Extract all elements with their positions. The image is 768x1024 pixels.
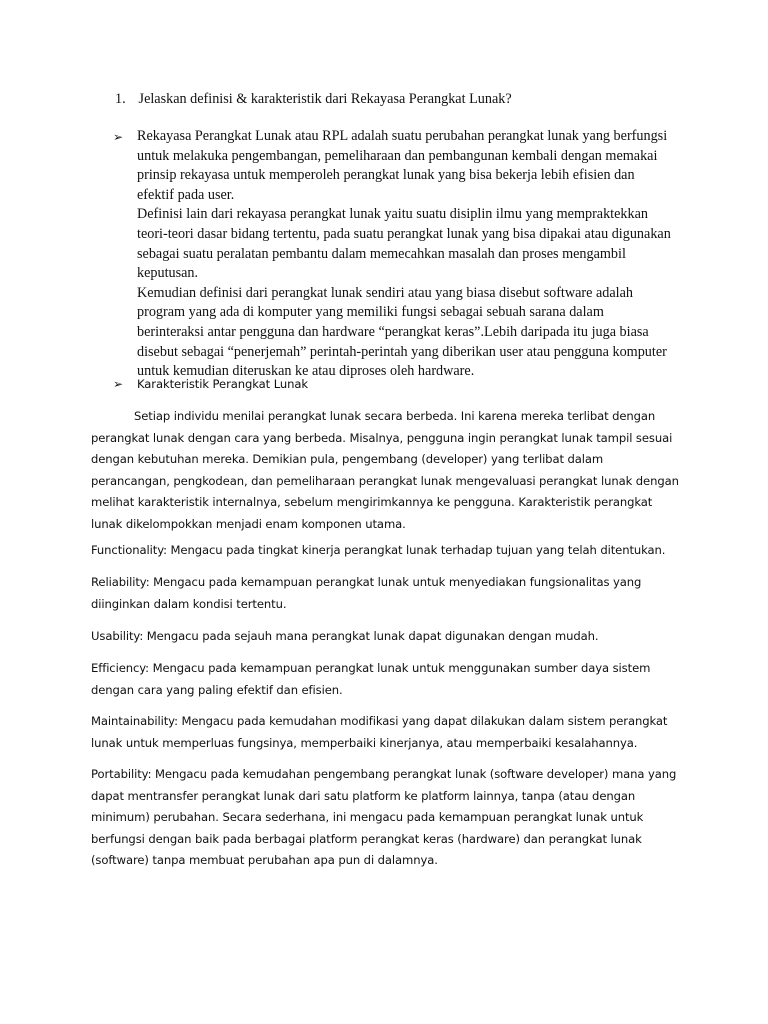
arrow-bullet-icon: ➢ (113, 130, 124, 144)
characteristic-text: Portability: Mengacu pada kemudahan pengembang perangkat lunak (software developer) mana yang dapat mentransfer perangkat lunak dari satu platform ke platform lainnya, tanpa (atau dengan minimum) perubahan. Secara sederhana, ini mengacu pada kemampuan perangkat lunak untuk berfungsi dengan baik pada berbagai platform perangkat keras (hardware) dan perangkat lunak (software) tanpa membuat perubahan apa pun di dalamnya. (91, 767, 677, 867)
definition-paragraph: Definisi lain dari rekayasa perangkat lunak yaitu suatu disiplin ilmu yang mempraktekkan teori-teori dasar bidang tertentu, pada suatu perangkat lunak yang bisa dipakai atau digunakan sebagai suatu peralatan pembantu dalam memecahkan masalah dan proses mengambil keputusan. (137, 206, 671, 282)
characteristic-portability (91, 764, 681, 872)
arrow-bullet-icon: ➢ (113, 377, 124, 391)
characteristic-text: Efficiency: Mengacu pada kemampuan perangkat lunak untuk menggunakan sumber daya sistem dengan cara yang paling efektif dan efisien. (91, 661, 651, 697)
characteristic-efficiency (91, 658, 681, 701)
characteristic-maintainability (91, 711, 681, 754)
characteristics-intro (91, 406, 681, 535)
question-text: Jelaskan definisi & karakteristik dari Rekayasa Perangkat Lunak? (138, 91, 512, 107)
characteristic-text: Functionality: Mengacu pada tingkat kinerja perangkat lunak terhadap tujuan yang telah ditentukan. (91, 543, 666, 557)
question-item (115, 90, 675, 110)
definition-paragraph: Rekayasa Perangkat Lunak atau RPL adalah suatu perubahan perangkat lunak yang berfungsi untuk melakuka pengembangan, pemeliharaan dan pembangunan kembali dengan memakai prinsip rekayasa untuk memperoleh perangkat lunak yang bisa bekerja lebih efisien dan efektif pada user. (137, 128, 668, 203)
characteristic-functionality (91, 540, 681, 562)
intro-paragraph: Setiap individu menilai perangkat lunak secara berbeda. Ini karena mereka terlibat dengan perangkat lunak dengan cara yang berbeda. Misalnya, pengguna ingin perangkat lunak tampil sesuai dengan kebutuhan mereka. Demikian pula, pengembang (developer) yang terlibat dalam perancangan, pengkodean, dan pemeliharaan perangkat lunak mengevaluasi perangkat lunak dengan melihat karakteristik internalnya, sebelum mengirimkannya ke pengguna. Karakteristik perangkat lunak dikelompokkan menjadi enam komponen utama. (91, 409, 679, 531)
characteristic-usability (91, 626, 681, 648)
definition-section (137, 127, 674, 382)
characteristic-text: Reliability: Mengacu pada kemampuan perangkat lunak untuk menyediakan fungsionalitas yang diinginkan dalam kondisi tertentu. (91, 575, 642, 611)
definition-paragraph: Kemudian definisi dari perangkat lunak sendiri atau yang biasa disebut software adalah program yang ada di komputer yang memiliki fungsi sebagai sebuah sarana dalam berinteraksi antar pengguna dan hardware “perangkat keras”.Lebih daripada itu juga biasa disebut sebagai “penerjemah” perintah-perintah yang diberikan user atau pengguna komputer untuk kemudian diteruskan ke atau diproses oleh hardware. (137, 284, 667, 380)
characteristics-heading: Karakteristik Perangkat Lunak (137, 377, 308, 391)
characteristic-reliability (91, 572, 681, 615)
characteristic-text: Maintainability: Mengacu pada kemudahan modifikasi yang dapat dilakukan dalam sistem perangkat lunak untuk memperluas fungsinya, memperbaiki kinerjanya, atau memperbaiki kesalahannya. (91, 714, 668, 750)
question-number: 1. (115, 91, 126, 107)
characteristic-text: Usability: Mengacu pada sejauh mana perangkat lunak dapat digunakan dengan mudah. (91, 629, 599, 643)
